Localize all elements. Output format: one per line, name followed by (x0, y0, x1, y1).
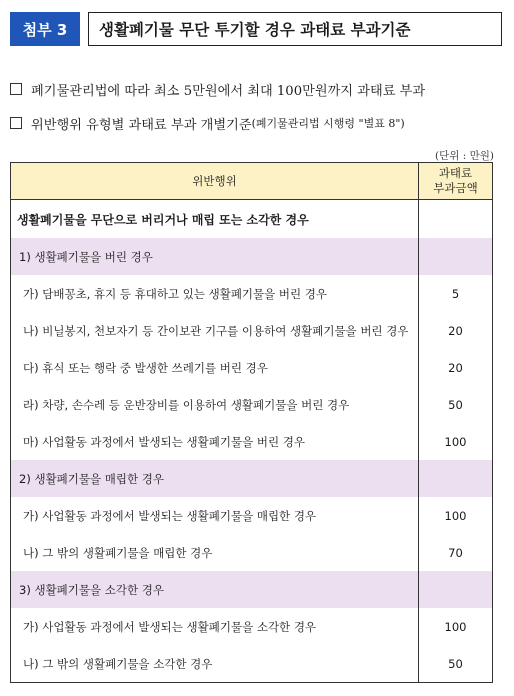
table-row (11, 608, 493, 645)
table-row (11, 275, 493, 312)
table-row (11, 423, 493, 460)
fine-header-line1: 과태료 (438, 166, 473, 180)
document-title: 생활폐기물 무단 투기할 경우 과태료 부과기준 (88, 12, 502, 46)
document-header (10, 12, 492, 46)
square-bullet-icon (10, 83, 22, 95)
fine-amount: 5 (419, 275, 493, 312)
violation-column-header: 위반행위 (11, 163, 419, 200)
fine-table (10, 162, 493, 683)
main-violation-label: 생활폐기물을 무단으로 버리거나 매립 또는 소각한 경우 (11, 200, 419, 239)
section-title: 1) 생활폐기물을 버린 경우 (11, 238, 419, 275)
table-row (11, 349, 493, 386)
fine-column-header (419, 163, 493, 200)
section-title: 3) 생활폐기물을 소각한 경우 (11, 571, 419, 608)
empty-amount-cell (419, 571, 493, 608)
violation-label: 나) 그 밖의 생활폐기물을 소각한 경우 (11, 645, 419, 683)
empty-amount-cell (419, 460, 493, 497)
violation-label: 라) 차량, 손수레 등 운반장비를 이용하여 생활폐기물을 버린 경우 (11, 386, 419, 423)
table-row (11, 534, 493, 571)
violation-label: 가) 사업활동 과정에서 발생되는 생활폐기물을 매립한 경우 (11, 497, 419, 534)
bullet-item (10, 110, 504, 136)
violation-label: 다) 휴식 또는 행락 중 발생한 쓰레기를 버린 경우 (11, 349, 419, 386)
table-row (11, 645, 493, 683)
empty-amount-cell (419, 238, 493, 275)
fine-header-line2: 부과금액 (433, 181, 478, 195)
fine-amount: 100 (419, 608, 493, 645)
fine-amount: 100 (419, 497, 493, 534)
violation-label: 나) 비닐봉지, 천보자기 등 간이보관 기구를 이용하여 생활폐기물을 버린 경우 (11, 312, 419, 349)
unit-note: (단위 : 만원) (435, 150, 494, 162)
attachment-badge: 첨부 3 (10, 12, 80, 46)
table-header-row (11, 163, 493, 200)
bullet-reference: (폐기물관리법 시행령 "별표 8") (251, 117, 405, 130)
fine-amount: 20 (419, 312, 493, 349)
fine-amount: 70 (419, 534, 493, 571)
violation-label: 가) 사업활동 과정에서 발생되는 생활폐기물을 소각한 경우 (11, 608, 419, 645)
fine-amount: 50 (419, 386, 493, 423)
fine-amount: 20 (419, 349, 493, 386)
violation-label: 나) 그 밖의 생활폐기물을 매립한 경우 (11, 534, 419, 571)
square-bullet-icon (10, 117, 22, 129)
violation-label: 가) 담배꽁초, 휴지 등 휴대하고 있는 생활폐기물을 버린 경우 (11, 275, 419, 312)
summary-bullets (10, 76, 504, 144)
table-row (11, 312, 493, 349)
table-row (11, 386, 493, 423)
fine-amount: 100 (419, 423, 493, 460)
bullet-item (10, 76, 504, 102)
bullet-text: 폐기물관리법에 따라 최소 5만원에서 최대 100만원까지 과태료 부과 (31, 83, 426, 99)
empty-amount-cell (419, 200, 493, 239)
section-row (11, 460, 493, 497)
section-row (11, 238, 493, 275)
bullet-text: 위반행위 유형별 과태료 부과 개별기준 (31, 117, 252, 133)
section-row (11, 571, 493, 608)
violation-label: 마) 사업활동 과정에서 발생되는 생활폐기물을 버린 경우 (11, 423, 419, 460)
fine-amount: 50 (419, 645, 493, 683)
table-row (11, 497, 493, 534)
section-title: 2) 생활폐기물을 매립한 경우 (11, 460, 419, 497)
main-violation-row (11, 200, 493, 239)
